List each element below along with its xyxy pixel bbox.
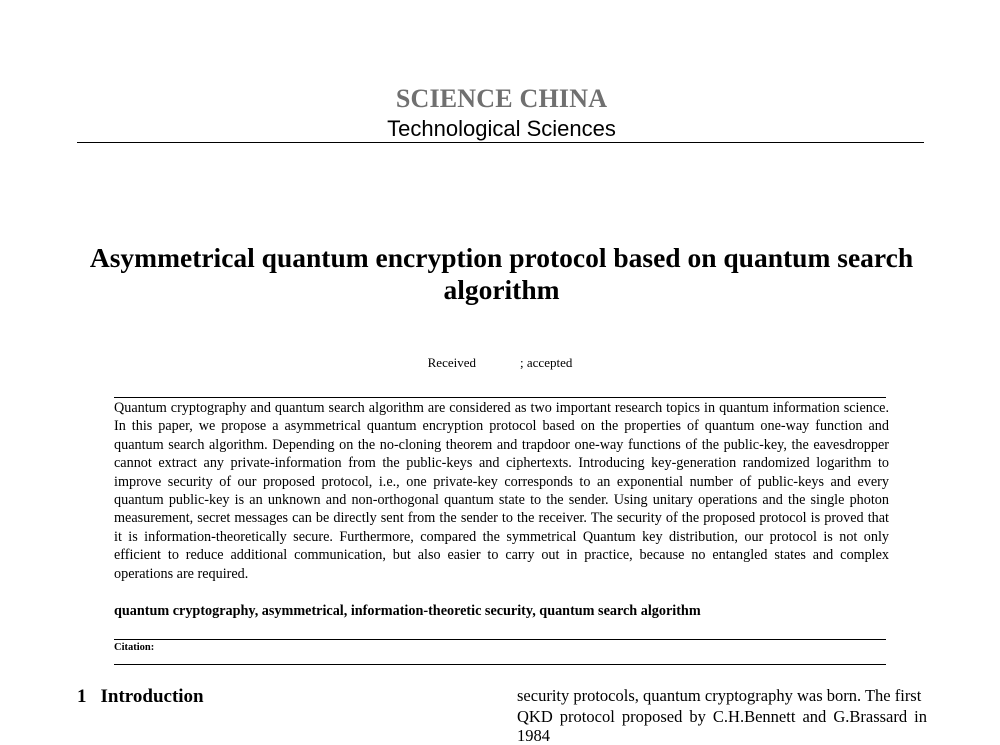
accepted-label: ; accepted — [520, 355, 573, 370]
section-title: Introduction — [100, 686, 204, 707]
journal-subtitle: Technological Sciences — [387, 116, 616, 141]
right-column-line-1: security protocols, quantum cryptography was born. The first — [517, 686, 922, 705]
header-divider — [77, 142, 924, 143]
section-number: 1 — [77, 686, 87, 707]
received-accepted-line — [0, 355, 1000, 371]
right-column-line-2: QKD protocol proposed by C.H.Bennett and G.Brassard in 1984 — [517, 707, 927, 745]
abstract-text: Quantum cryptography and quantum search algorithm are considered as two important research topics in quantum information science. In this paper, we propose a asymmetrical quantum encryption protocol based on the properties of quantum one-way function and quantum search algorithm. Depending on the no-cloning theorem and trapdoor one-way functions of the public-key, the eavesdropper cannot extract any private-information from the public-keys and ciphertexts. Introducing key-generation randomized logarithm to improve security of our proposed protocol, i.e., one private-key corresponds to an exponential number of public-keys and every quantum public-key is an unknown and non-orthogonal quantum state to the sender. Using unitary operations and the single photon measurement, secret messages can be directly sent from the sender to the receiver. The security of the proposed protocol is proved that it is information-theoretically secure. Furthermore, compared the symmetrical Quantum key distribution, our protocol is not only efficient to reduce additional communication, but also easier to carry out in practice, because no entangled states and complex operations are required. — [114, 400, 889, 582]
journal-name: SCIENCE CHINA — [395, 84, 608, 113]
citation-top-divider — [114, 639, 886, 640]
citation-label: Citation: — [114, 642, 155, 653]
citation-bottom-divider — [114, 664, 886, 665]
received-label: Received — [427, 355, 477, 370]
keywords: quantum cryptography, asymmetrical, information-theoretic security, quantum search algorithm — [114, 603, 701, 619]
paper-title: Asymmetrical quantum encryption protocol based on quantum search algorithm — [89, 242, 914, 305]
section-heading — [77, 686, 204, 708]
right-column-text — [517, 686, 927, 745]
abstract-top-divider — [114, 397, 886, 398]
